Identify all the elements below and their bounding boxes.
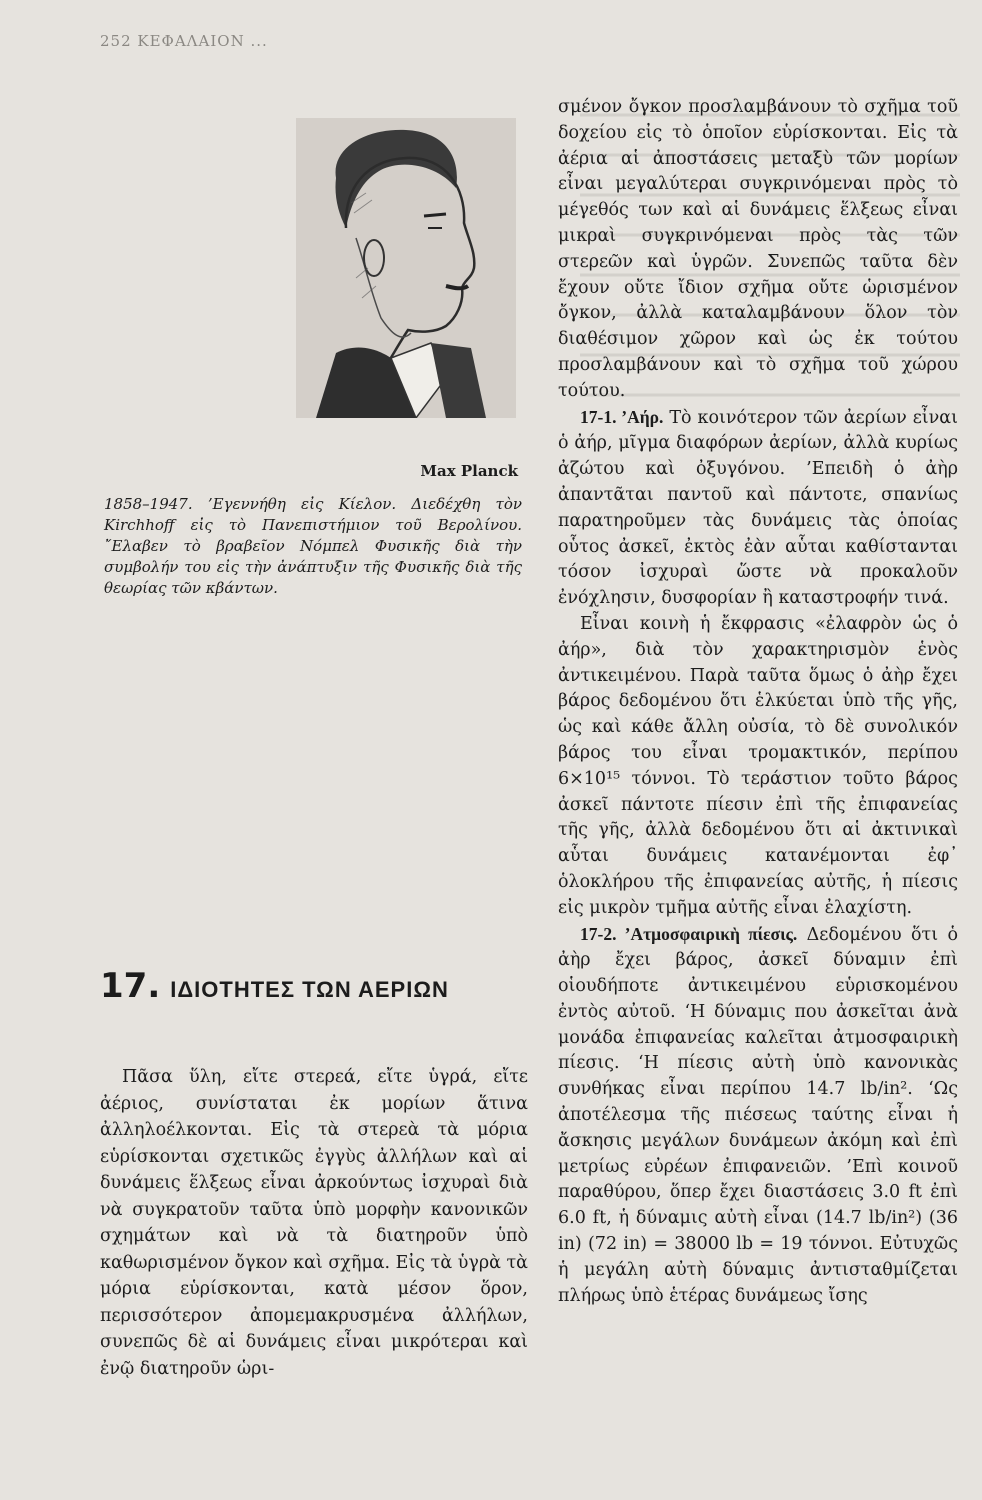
subsection-air bbox=[558, 405, 958, 612]
body-paragraph-weight: Εἶναι κοινὴ ἡ ἔκφρασις «ἐλαφρὸν ὡς ὁ ἀήρ», διὰ τὸν χαρακτηρισμὸν ἑνὸς ἀντικειμένου. Παρὰ ταῦτα ὅμως ὁ ἀὴρ ἔχει βάρος δεδομένου ὅτι ἑλκύεται ὑπὸ τῆς γῆς, ὡς καὶ κάθε ἄλλη οὐσία, τὸ δὲ συνολικόν βάρος του εἶναι τρομακτικόν, περίπου 6×10¹⁵ τόννοι. Τὸ τεράστιον τοῦτο βάρος ἀσκεῖ πάντοτε πίεσιν ἐπὶ τῆς ἐπιφανείας τῆς γῆς, ἀλλὰ δεδομένου ὅτι αἱ ἀκτινικαὶ αὗται δυνάμεις κατανέμονται ἐφ᾽ ὁλοκλήρου τῆς ἐπιφανείας αὐτῆς, ἡ πίεσις εἰς μικρὸν τμῆμα αὐτῆς εἶναι ἐλαχίστη. bbox=[558, 613, 958, 918]
body-paragraph-continued: σμένον ὄγκον προσλαμβάνουν τὸ σχῆμα τοῦ δοχείου εἰς τὸ ὁποῖον εὑρίσκονται. Εἰς τὰ ἀέρια αἱ ἀποστάσεις μεταξὺ τῶν μορίων εἶναι μεγαλύτεραι συγκρινόμεναι πρὸς τὸ μέγεθός των καὶ αἱ δυνάμεις ἕλξεως εἶναι μικραὶ συγκρινόμεναι πρὸς τὰς τῶν στερεῶν καὶ ὑγρῶν. Συνεπῶς ταῦτα δὲν ἔχουν οὔτε ἴδιον σχῆμα οὔτε ὡρισμένον ὄγκον, ἀλλὰ καταλαμβάνουν ὅλον τὸν διαθέσιμον χῶρον καὶ ὡς ἐκ τούτου προσλαμβάνουν καὶ τὸ σχῆμα τοῦ χώρου τούτου. bbox=[558, 97, 958, 401]
running-head: 252 ΚΕΦΑΛΑΙΟΝ ... bbox=[100, 32, 268, 50]
max-planck-portrait bbox=[296, 118, 516, 418]
left-column-body bbox=[100, 1064, 528, 1382]
subsection-heading-pressure: 17-2. ’Ατμοσφαιρικὴ πίεσις. bbox=[580, 923, 798, 944]
subsection-heading-air: 17-1. ’Αήρ. bbox=[580, 406, 664, 427]
figure-caption-text: 1858–1947. ’Εγεννήθη εἰς Κίελον. Διεδέχθη τὸν Kirchhoff εἰς τὸ Πανεπιστήμιον τοῦ Βερολίνου. ῎Ελαβεν τὸ βραβεῖον Νόμπελ Φυσικῆς διὰ τὴν συμβολήν του εἰς τὴν ἀνάπτυξιν τῆς Φυσικῆς διὰ τῆς θεωρίας τῶν κβάντων. bbox=[104, 495, 522, 597]
section-title: ΙΔΙΟΤΗΤΕΣ ΤΩΝ ΑΕΡΙΩΝ bbox=[170, 977, 449, 1002]
section-number: 17. bbox=[100, 966, 161, 1006]
right-column-body bbox=[558, 95, 958, 1309]
subsection-text-air: Τὸ κοινότερον τῶν ἀερίων εἶναι ὁ ἀήρ, μῖγμα διαφόρων ἀερίων, ἀλλὰ κυρίως ἀζώτου καὶ ὀξυγόνου. ’Επειδὴ ὁ ἀὴρ ἀπαντᾶται παντοῦ καὶ πάντοτε, σπανίως παρατηροῦμεν τὰς δυνάμεις τὰς ὁποίας οὗτος ἀσκεῖ, ἐκτὸς ἐὰν αὗται καθίστανται τόσον ἰσχυραὶ ὥστε νὰ προκαλοῦν ἐνόχλησιν, δυσφορίαν ἢ καταστροφήν τινά. bbox=[558, 407, 958, 609]
figure-caption-name: Max Planck bbox=[420, 462, 518, 480]
section-heading bbox=[100, 966, 530, 1006]
subsection-pressure bbox=[558, 922, 958, 1310]
subsection-text-pressure: Δεδομένου ὅτι ὁ ἀὴρ ἔχει βάρος, ἀσκεῖ δύναμιν ἐπὶ οἱουδήποτε ἀντικειμένου εὑρισκομένου ἐντὸς αὐτοῦ. ‘Η δύναμις που ἀσκεῖται ἀνὰ μονάδα ἐπιφανείας καλεῖται ἀτμοσφαιρικὴ πίεσις. ‘Η πίεσις αὐτὴ ὑπὸ κανονικὰς συνθήκας εἶναι περίπου 14.7 lb/in². ‘Ως ἀποτέλεσμα τῆς πιέσεως ταύτης εἶναι ἡ ἄσκησις μεγάλων δυνάμεων ἀκόμη καὶ ἐπὶ μετρίως εὐρέων ἐπιφανειῶν. ’Επὶ κοινοῦ παραθύρου, ὅπερ ἔχει διαστάσεις 3.0 ft ἐπὶ 6.0 ft, ἡ δύναμις αὐτὴ εἶναι (14.7 lb/in²) (36 in) (72 in) = 38000 lb = 19 τόννοι. Εὐτυχῶς ἡ μεγάλη αὐτὴ δύναμις ἀντισταθμίζεται πλήρως ὑπὸ ἑτέρας δυνάμεως ἴσης bbox=[558, 924, 958, 1306]
body-paragraph: Πᾶσα ὕλη, εἴτε στερεά, εἴτε ὑγρά, εἴτε ἀέριος, συνίσταται ἐκ μορίων ἅτινα ἀλληλοέλκονται. Εἰς τὰ στερεὰ τὰ μόρια εὑρίσκονται σχετικῶς ἐγγὺς ἀλλήλων καὶ αἱ δυνάμεις ἕλξεως εἶναι ἀρκούντως ἰσχυραὶ διὰ νὰ συγκρατοῦν ταῦτα ὑπὸ μορφὴν κανονικῶν σχημάτων καὶ νὰ τὰ διατηροῦν ὑπὸ καθωρισμένον ὄγκον καὶ σχῆμα. Εἰς τὰ ὑγρὰ τὰ μόρια εὑρίσκονται, κατὰ μέσον ὅρον, περισσότερον ἀπομεμακρυσμένα ἀλλήλων, συνεπῶς δὲ αἱ δυνάμεις εἶναι μικρότεραι καὶ ἐνῷ διατηροῦν ὡρι- bbox=[100, 1067, 528, 1379]
